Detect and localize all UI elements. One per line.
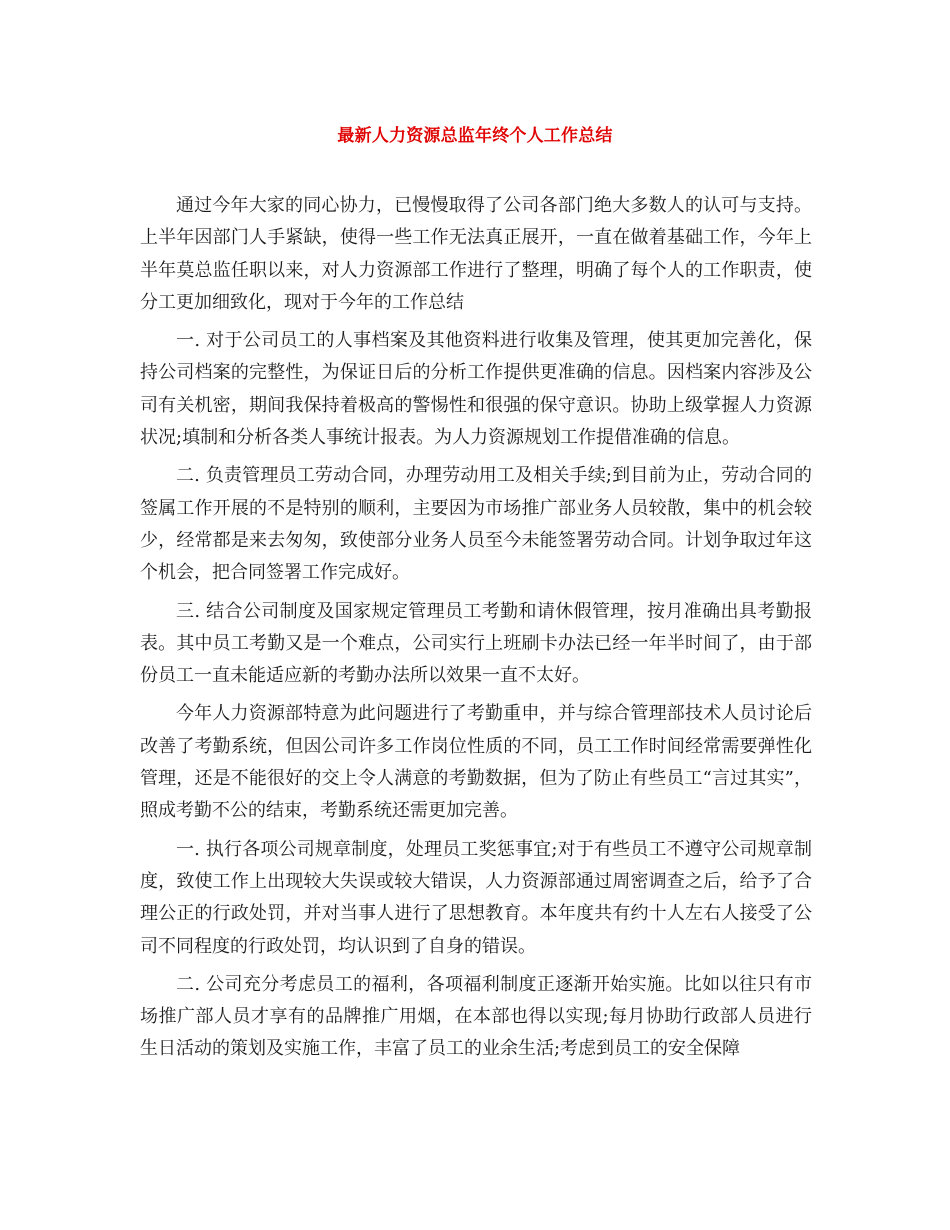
paragraph: 二. 公司充分考虑员工的福利，各项福利制度正逐渐开始实施。比如以往只有市场推广部人员才享有的品牌推广用烟，在本部也得以实现;每月协助行政部人员进行生日活动的策划及实施工作，丰富了员工的业余生活;考虑到员工的安全保障 (140, 973, 812, 1060)
paragraph: 三. 结合公司制度及国家规定管理员工考勤和请休假管理，按月准确出具考勤报表。其中员工考勤又是一个难点，公司实行上班刷卡办法已经一年半时间了，由于部份员工一直未能适应新的考勤办法所以效果一直不太好。 (140, 600, 812, 687)
paragraph: 通过今年大家的同心协力，已慢慢取得了公司各部门绝大多数人的认可与支持。上半年因部门人手紧缺，使得一些工作无法真正展开，一直在做着基础工作，今年上半年莫总监任职以来，对人力资源部工作进行了整理，明确了每个人的工作职责，使分工更加细致化，现对于今年的工作总结 (140, 195, 812, 313)
paragraph: 二. 负责管理员工劳动合同，办理劳动用工及相关手续;到目前为止，劳动合同的签属工作开展的不是特别的顺利，主要因为市场推广部业务人员较散，集中的机会较少，经常都是来去匆匆，致使部分业务人员至今未能签署劳动合同。计划争取过年这个机会，把合同签署工作完成好。 (140, 465, 812, 584)
document-title: 最新人力资源总监年终个人工作总结 (337, 126, 613, 146)
paragraph: 一. 对于公司员工的人事档案及其他资料进行收集及管理，使其更加完善化，保持公司档案的完整性，为保证日后的分析工作提供更准确的信息。因档案内容涉及公司有关机密，期间我保持着极高的警惕性和很强的保守意识。协助上级掌握人力资源状况;填制和分析各类人事统计报表。为人力资源规划工作提借准确的信息。 (140, 330, 812, 449)
paragraph: 今年人力资源部特意为此问题进行了考勤重申，并与综合管理部技术人员讨论后改善了考勤系统，但因公司许多工作岗位性质的不同，员工工作时间经常需要弹性化管理，还是不能很好的交上令人满意的考勤数据，但为了防止有些员工“言过其实”，照成考勤不公的结束，考勤系统还需更加完善。 (140, 703, 812, 822)
paragraph: 一. 执行各项公司规章制度，处理员工奖惩事宜;对于有些员工不遵守公司规章制度，致使工作上出现较大失误或较大错误，人力资源部通过周密调查之后，给予了合理公正的行政处罚，并对当事人进行了思想教育。本年度共有约十人左右人接受了公司不同程度的行政处罚，均认识到了自身的错误。 (140, 838, 812, 957)
document-body (140, 190, 812, 1066)
